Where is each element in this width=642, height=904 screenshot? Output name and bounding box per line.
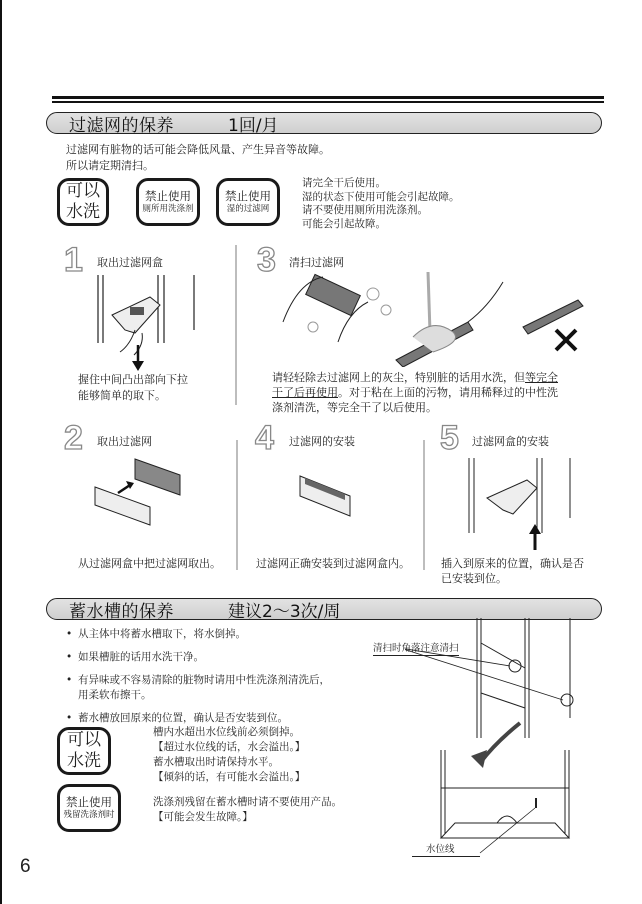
bullet-icon: •	[66, 674, 73, 686]
bullet-text: 用柔软布擦干。	[78, 689, 152, 701]
step-divider	[235, 245, 237, 405]
desc-text: 请轻轻除去过滤网上的灰尘，特别脏的话用水洗，但	[272, 371, 525, 384]
step-title-5: 过滤网盒的安装	[472, 435, 549, 448]
water-line-callout: 水位线	[412, 841, 480, 857]
badge-line: 残留洗涤剂时	[63, 810, 115, 820]
corner-clean-callout: 清扫时角落注意清扫	[373, 640, 459, 656]
desc-line: 插入到原来的位置，确认是否	[441, 557, 584, 570]
badge-no-toilet-detergent	[136, 178, 200, 226]
list-item	[66, 673, 386, 703]
bullet-icon: •	[66, 628, 73, 640]
list-item	[66, 711, 386, 726]
note-line: 洗涤剂残留在蓄水槽时请不要使用产品。	[153, 796, 342, 808]
badge-line: 厕所用洗涤剂	[142, 204, 194, 214]
bullet-text: 蓄水槽放回原来的位置，确认是否安装到位。	[78, 712, 288, 724]
take-out-filter-illustration	[90, 455, 200, 535]
intro-line: 过滤网有脏物的话可能会降低风量、产生异音等故障。	[66, 143, 330, 156]
step-number-2: 2	[64, 419, 83, 457]
tank-badge-washable	[57, 727, 111, 775]
badge-line: 水洗	[66, 202, 100, 222]
note-line: 槽内水超出水位线前必须倒掉。	[153, 726, 300, 738]
step-desc-2: 从过滤网盒中把过滤网取出。	[78, 557, 221, 570]
badge-line: 水洗	[67, 751, 101, 771]
tank-section-header	[46, 598, 602, 620]
badge-line: 禁止使用	[66, 795, 112, 809]
intro-line: 所以请定期清扫。	[66, 159, 154, 172]
tank-forbidden-notes	[153, 795, 342, 825]
filter-section-frequency: 1回/月	[228, 115, 279, 136]
bullet-text: 有异味或不容易清除的脏物时请用中性洗涤剂清洗后，	[78, 674, 330, 686]
bullet-text: 从主体中将蓄水槽取下，将水倒掉。	[78, 628, 246, 640]
filter-section-title: 过滤网的保养	[69, 115, 174, 136]
remove-filter-box-illustration	[90, 275, 210, 375]
desc-underline: 等完全	[525, 371, 558, 384]
desc-underline: 干了后再使用	[272, 386, 338, 399]
step-number-1: 1	[64, 241, 83, 279]
step-title-1: 取出过滤网盒	[97, 256, 163, 269]
filter-section-header	[46, 112, 602, 134]
top-rule-thin	[52, 101, 604, 103]
filter-intro	[66, 142, 330, 174]
note-line: 蓄水槽取出时请保持水平。	[153, 756, 279, 768]
step-title-4: 过滤网的安装	[289, 435, 355, 448]
install-filter-illustration	[295, 468, 365, 523]
step-number-5: 5	[440, 419, 459, 457]
tank-section-title: 蓄水槽的保养	[69, 601, 174, 622]
clean-filter-illustration	[278, 272, 598, 367]
top-rule-thick	[52, 96, 604, 99]
note-line: 湿的状态下使用可能会引起故障。	[302, 190, 460, 203]
tank-washable-notes	[153, 725, 305, 785]
bullet-icon: •	[66, 712, 73, 724]
note-line: 请完全干后使用。	[302, 177, 386, 189]
note-line: 请不要使用厕所用洗涤剂。	[302, 204, 428, 216]
note-line: 【可能会发生故障。】	[153, 811, 253, 823]
tank-badge-no-residual-detergent	[57, 784, 121, 832]
badge-line: 可以	[67, 730, 101, 750]
desc-text: 。对于粘在上面的污物，请用稀释过的中性洗	[338, 386, 558, 399]
desc-line: 已安装到位。	[441, 572, 507, 585]
page-edge-line	[0, 0, 2, 904]
step-desc-5	[441, 556, 584, 586]
step-title-2: 取出过滤网	[97, 435, 152, 448]
desc-text: 涤剂清洗，等完全干了以后使用。	[272, 401, 437, 414]
desc-line: 握住中间凸出部向下拉	[78, 373, 188, 386]
badge-line: 湿的过滤网	[226, 204, 270, 214]
bullet-text: 如果槽脏的话用水洗干净。	[78, 651, 204, 663]
badge-no-wet-filter	[216, 178, 280, 226]
tank-section-frequency: 建议2～3次/周	[228, 601, 341, 622]
badge-line: 禁止使用	[145, 189, 191, 203]
bullet-icon: •	[66, 651, 73, 663]
note-line: 【超过水位线的话，水会溢出。】	[153, 741, 306, 753]
tank-bullet-list	[66, 627, 386, 734]
step-number-3: 3	[257, 241, 276, 279]
step-divider	[236, 440, 238, 570]
page-number: 6	[20, 856, 31, 877]
step-desc-1	[78, 372, 188, 404]
step-title-3: 清扫过滤网	[289, 256, 344, 269]
step-desc-3	[272, 370, 592, 415]
filter-notes	[302, 177, 460, 231]
list-item	[66, 650, 386, 665]
step-desc-4: 过滤网正确安装到过滤网盒内。	[256, 557, 410, 570]
install-filter-box-illustration	[465, 458, 585, 553]
list-item	[66, 627, 386, 642]
badge-line: 可以	[66, 181, 100, 201]
desc-line: 能够简单的取下。	[78, 389, 166, 402]
note-line: 【倾斜的话，有可能水会溢出。】	[153, 771, 306, 783]
badge-washable	[57, 178, 109, 226]
badge-line: 禁止使用	[225, 189, 271, 203]
step-divider	[423, 440, 425, 570]
note-line: 可能会引起故障。	[302, 217, 386, 230]
step-number-4: 4	[255, 419, 274, 457]
